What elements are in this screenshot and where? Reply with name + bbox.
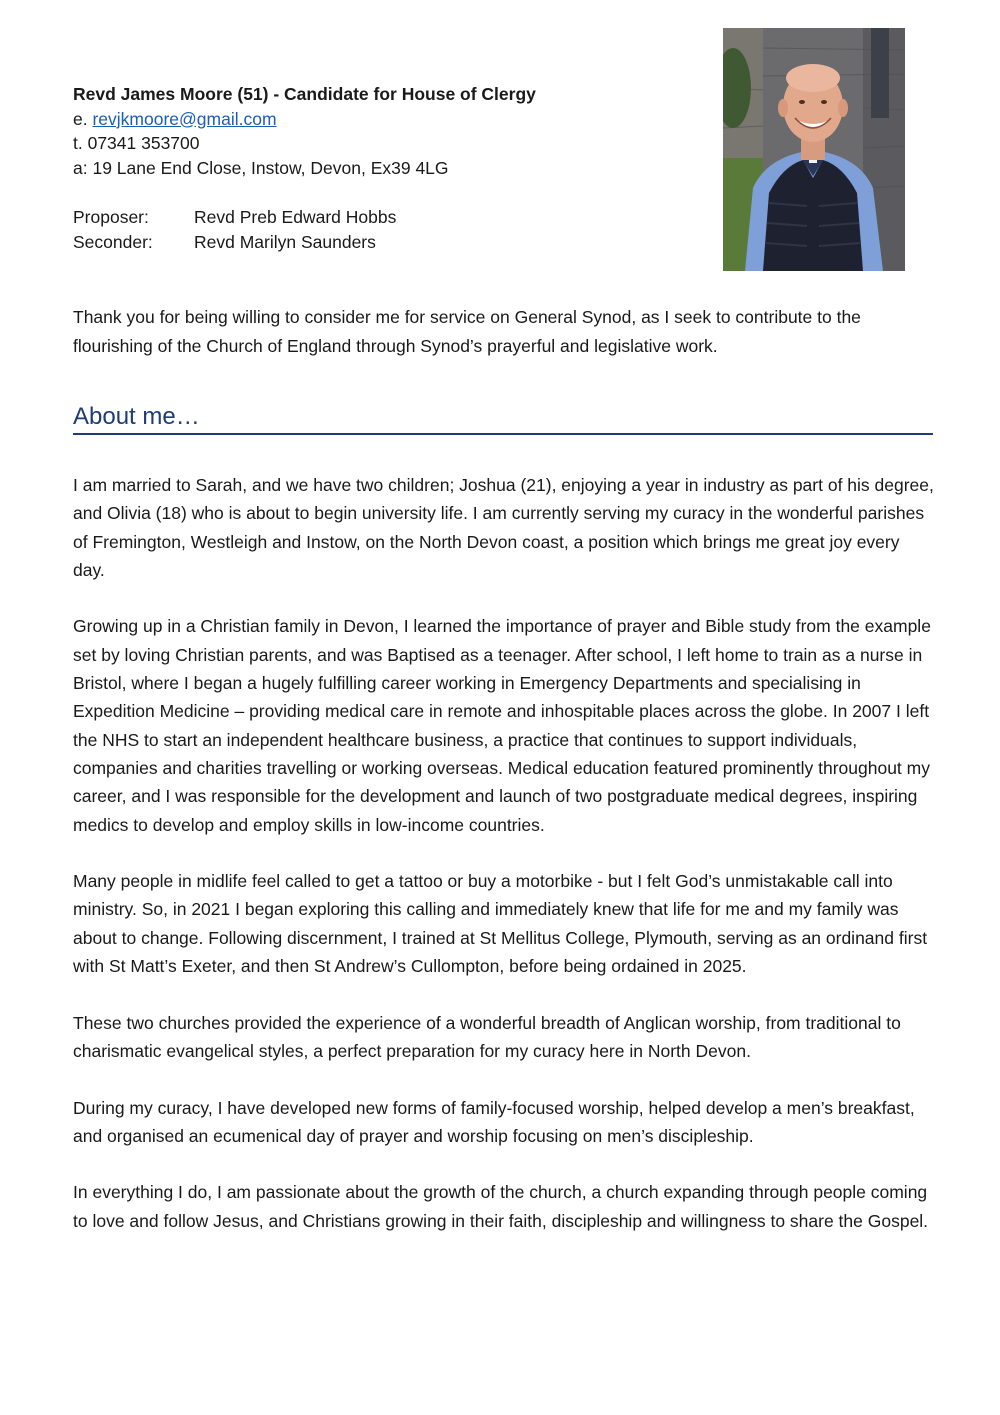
intro-paragraph: Thank you for being willing to consider me for service on General Synod, as I seek to contribute to the flourishing of the Church of England through Synod’s prayerful and legislative work. bbox=[73, 307, 861, 356]
email-link[interactable]: revjkmoore@gmail.com bbox=[92, 108, 277, 129]
proposer-row bbox=[73, 205, 396, 230]
proposer-name: Revd Preb Edward Hobbs bbox=[194, 207, 397, 227]
seconder-name: Revd Marilyn Saunders bbox=[194, 231, 376, 252]
email-line bbox=[73, 107, 693, 132]
paragraph-calling: Many people in midlife feel called to get a tattoo or buy a motorbike - but I felt God’s unmistakable call into ministry. So, in 2021 I began exploring this calling and immediately knew that life for me and my family was about to change. Following discernment, I trained at St Mellitus College, Plymouth, serving as an ordinand first with St Matt’s Exeter, and then St Andrew’s Cullompton, before being ordained in 2025. bbox=[73, 871, 928, 977]
sponsors-block bbox=[73, 205, 396, 254]
email-prefix: e. bbox=[73, 108, 88, 129]
about-body bbox=[73, 471, 935, 1263]
paragraph-passion: In everything I do, I am passionate about the growth of the church, a church expanding through people coming to love and follow Jesus, and Christians growing in their faith, discipleship and willingness to share the Gospel. bbox=[73, 1182, 929, 1231]
candidate-photo bbox=[723, 28, 905, 271]
paragraph-family: I am married to Sarah, and we have two children; Joshua (21), enjoying a year in industry as part of his degree, and Olivia (18) who is about to begin university life. I am currently serving my curacy in the wonderful parishes of Fremington, Westleigh and Instow, on the North Devon coast, a position which brings me great joy every day. bbox=[73, 475, 934, 580]
paragraph-background: Growing up in a Christian family in Devon, I learned the importance of prayer and Bible study from the example set by loving Christian parents, and was Baptised as a teenager. After school, I left home to train as a nurse in Bristol, where I began a hugely fulfilling career working in Emergency Departments and specialising in Expedition Medicine – providing medical care in remote and inhospitable places across the globe. In 2007 I left the NHS to start an independent healthcare business, a practice that continues to support individuals, companies and charities travelling or working overseas. Medical education featured prominently throughout my career, and I was responsible for the development and launch of two postgraduate medical degrees, inspiring medics to develop and employ skills in low-income countries. bbox=[73, 616, 931, 835]
candidate-title: Revd James Moore (51) - Candidate for House of Clergy bbox=[73, 84, 536, 104]
seconder-label: Seconder: bbox=[73, 231, 153, 252]
section-heading: About me… bbox=[73, 401, 933, 435]
paragraph-churches: These two churches provided the experience of a wonderful breadth of Anglican worship, from traditional to charismatic evangelical styles, a perfect preparation for my curacy here in North Devon. bbox=[73, 1012, 901, 1061]
address-line: a: 19 Lane End Close, Instow, Devon, Ex39 4LG bbox=[73, 157, 449, 178]
seconder-row bbox=[73, 230, 396, 255]
proposer-label: Proposer: bbox=[73, 207, 149, 227]
paragraph-curacy: During my curacy, I have developed new forms of family-focused worship, helped develop a men’s breakfast, and organised an ecumenical day of prayer and worship focusing on men’s discipleship. bbox=[73, 1097, 915, 1146]
candidate-header bbox=[73, 82, 693, 180]
phone-line: t. 07341 353700 bbox=[73, 133, 200, 153]
